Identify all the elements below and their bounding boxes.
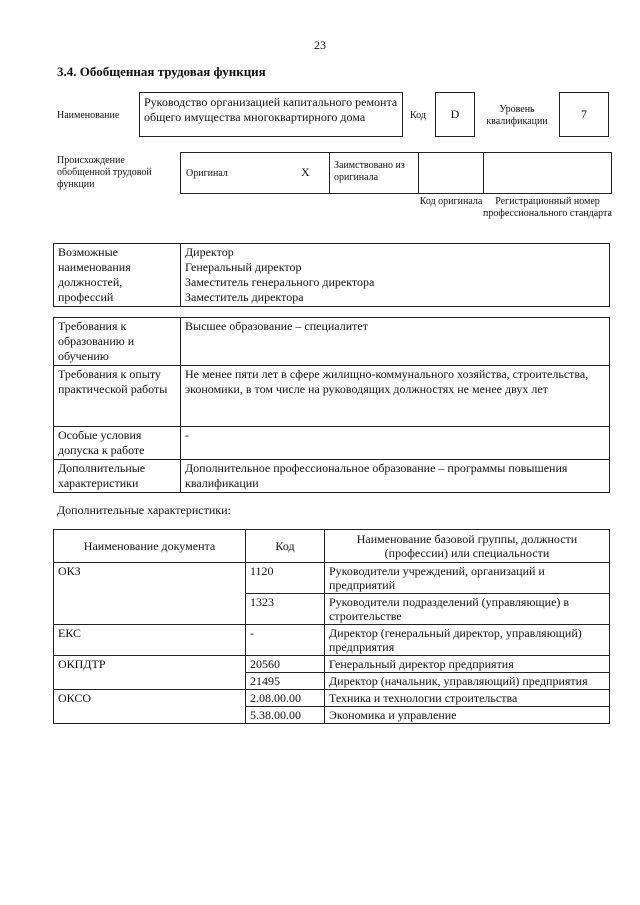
doc-cell: ОКСО [54, 690, 246, 724]
origin-label: Происхождение обобщенной трудовой функции [57, 155, 152, 190]
name-cell: Директор (начальник, управляющий) предприятия [325, 673, 610, 690]
original-code-cell [418, 152, 484, 194]
requirement-value: Высшее образование – специалитет [181, 318, 610, 366]
position-item: Заместитель директора [185, 290, 304, 304]
code-cell: - [246, 625, 325, 656]
doc-cell: ЕКС [54, 625, 246, 656]
section-title: 3.4. Обобщенная трудовая функция [57, 64, 266, 79]
requirement-label: Особые условия допуска к работе [54, 427, 181, 460]
positions-label: Возможные наименования должностей, профессий [54, 244, 181, 307]
name-cell: Директор (генеральный директор, управляющий) предприятия [325, 625, 610, 656]
requirement-label: Дополнительные характеристики [54, 460, 181, 493]
level-value: 7 [581, 107, 587, 121]
code-value: D [450, 107, 460, 121]
code-label: Код [410, 110, 426, 121]
requirement-value: - [181, 427, 610, 460]
code-cell: 21495 [246, 673, 325, 690]
code-cell: 20560 [246, 656, 325, 673]
code-cell: 1120 [246, 563, 325, 594]
column-header-name: Наименование базовой группы, должности (профессии) или специальности [325, 530, 610, 563]
code-cell: 2.08.00.00 [246, 690, 325, 707]
requirement-row [54, 366, 610, 427]
name-cell: Экономика и управление [325, 707, 610, 724]
code-cell: 1323 [246, 594, 325, 625]
requirement-label: Требования к опыту практической работы [54, 366, 181, 427]
positions-table [53, 243, 610, 307]
page-number: 23 [314, 38, 326, 52]
reg-number-cell [483, 152, 612, 194]
name-cell: Техника и технологии строительства [325, 690, 610, 707]
requirements-table [53, 317, 610, 493]
table-row [54, 563, 610, 594]
original-label: Оригинал [186, 168, 228, 179]
requirement-value: Дополнительное профессиональное образование – программы повышения квалификации [181, 460, 610, 493]
name-cell: Руководители подразделений (управляющие) в строительстве [325, 594, 610, 625]
reg-caption: Регистрационный номер профессионального стандарта [483, 196, 612, 219]
origin-original-cell [180, 152, 330, 194]
requirement-row [54, 318, 610, 366]
position-item: Заместитель генерального директора [185, 275, 375, 289]
name-value-box [139, 92, 403, 137]
additional-table [53, 529, 610, 724]
code-cell: 5.38.00.00 [246, 707, 325, 724]
requirement-row [54, 427, 610, 460]
table-row [54, 625, 610, 656]
table-row [54, 656, 610, 673]
code-value-box [435, 92, 475, 137]
borrowed-label: Заимствовано из оригинала [334, 160, 405, 183]
requirement-label: Требования к образованию и обучению [54, 318, 181, 366]
name-label: Наименование [57, 110, 120, 121]
requirement-value: Не менее пяти лет в сфере жилищно-коммунального хозяйства, строительства, экономики, в том числе на руководящих должностях не менее двух лет [181, 366, 610, 427]
additional-title: Дополнительные характеристики: [57, 503, 231, 517]
column-header-code: Код [246, 530, 325, 563]
name-value: Руководство организацией капитального ремонта общего имущества многоквартирного дома [144, 95, 398, 124]
borrowed-cell [329, 152, 419, 194]
name-cell: Руководители учреждений, организаций и предприятий [325, 563, 610, 594]
positions-list [181, 244, 610, 307]
table-row [54, 690, 610, 707]
column-header-document: Наименование документа [54, 530, 246, 563]
name-cell: Генеральный директор предприятия [325, 656, 610, 673]
code-caption: Код оригинала [419, 196, 483, 207]
requirement-row [54, 460, 610, 493]
doc-cell: ОКЗ [54, 563, 246, 625]
level-label: Уровень квалификации [486, 104, 548, 127]
position-item: Генеральный директор [185, 260, 302, 274]
doc-cell: ОКПДТР [54, 656, 246, 690]
level-value-box [559, 92, 609, 137]
position-item: Директор [185, 245, 234, 259]
original-mark: X [301, 165, 310, 179]
